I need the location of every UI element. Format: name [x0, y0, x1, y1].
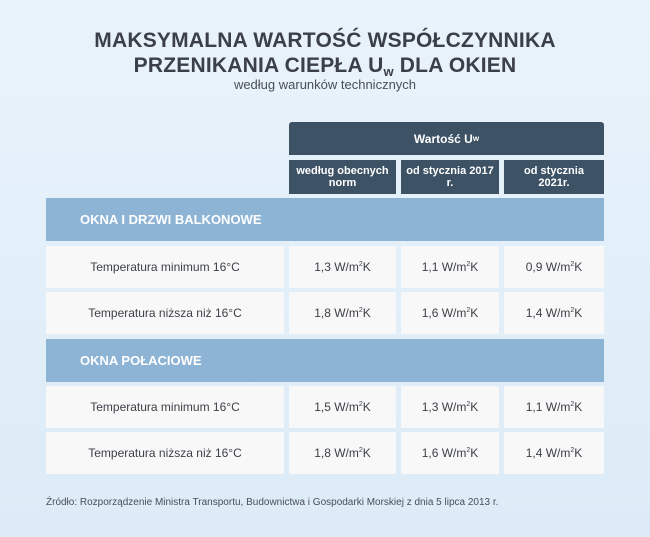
value-cell — [289, 432, 396, 474]
unit-superscript: 2 — [570, 307, 575, 314]
unit-superscript: 2 — [570, 261, 575, 268]
value: 1,1 — [421, 260, 439, 274]
unit-prefix: W/m — [334, 306, 359, 320]
unit-prefix: W/m — [334, 400, 359, 414]
value-cell — [504, 292, 604, 334]
unit-suffix: K — [574, 400, 583, 414]
unit-suffix: K — [362, 306, 371, 320]
value-cell — [504, 386, 604, 428]
unit-suffix: K — [574, 306, 583, 320]
value-cell — [504, 246, 604, 288]
value: 1,3 — [314, 260, 331, 274]
value: 1,3 — [421, 400, 439, 414]
unit-prefix: W/m — [441, 400, 467, 414]
value-cell — [401, 386, 499, 428]
unit-prefix: W/m — [545, 400, 571, 414]
value: 1,1 — [525, 400, 543, 414]
unit-suffix: K — [470, 446, 479, 460]
page-title — [0, 28, 650, 84]
unit — [546, 260, 583, 274]
header-col-2017: od stycznia 2017 r. — [401, 160, 499, 194]
unit-superscript: 2 — [358, 401, 363, 408]
value-cell — [289, 292, 396, 334]
title-subscript: w — [383, 64, 394, 79]
unit-prefix: W/m — [545, 260, 571, 274]
value-cell — [289, 246, 396, 288]
unit — [546, 306, 583, 320]
unit-prefix: W/m — [441, 306, 467, 320]
unit-prefix: W/m — [441, 260, 467, 274]
unit-suffix: K — [362, 260, 371, 274]
unit-superscript: 2 — [570, 401, 575, 408]
header-value-subscript: w — [472, 133, 480, 143]
value-cell — [401, 292, 499, 334]
value: 0,9 — [525, 260, 543, 274]
value: 1,6 — [421, 446, 439, 460]
unit — [442, 400, 479, 414]
page-subtitle: według warunków technicznych — [233, 77, 417, 92]
unit-prefix: W/m — [441, 446, 467, 460]
unit-superscript: 2 — [358, 307, 363, 314]
unit-prefix: W/m — [545, 306, 571, 320]
unit — [546, 400, 583, 414]
header-col-2021: od stycznia 2021r. — [504, 160, 604, 194]
unit-prefix: W/m — [334, 446, 359, 460]
header-value-prefix: Wartość U — [413, 131, 473, 146]
title-line-2-suffix: DLA OKIEN — [393, 54, 517, 77]
value: 1,4 — [525, 306, 543, 320]
value: 1,8 — [314, 306, 331, 320]
source-note: Źródło: Rozporządzenie Ministra Transportu, Budownictwa i Gospodarki Morskiej z dnia 5 lipca 2013 r. — [46, 497, 499, 508]
unit-superscript: 2 — [358, 261, 363, 268]
value: 1,5 — [314, 400, 331, 414]
value: 1,8 — [314, 446, 331, 460]
unit — [334, 400, 371, 414]
unit — [546, 446, 583, 460]
section-title: OKNA I DRZWI BALKONOWE — [46, 198, 604, 241]
value-cell — [504, 432, 604, 474]
section-title: OKNA POŁACIOWE — [46, 339, 604, 382]
unit-superscript: 2 — [466, 401, 471, 408]
value: 1,6 — [421, 306, 439, 320]
unit — [442, 260, 479, 274]
header-value-uw — [289, 122, 604, 155]
unit-suffix: K — [362, 446, 371, 460]
unit-superscript: 2 — [358, 447, 363, 454]
row-label: Temperatura niższa niż 16°C — [46, 292, 284, 334]
unit-suffix: K — [470, 260, 479, 274]
title-line-2-prefix: PRZENIKANIA CIEPŁA U — [133, 54, 384, 77]
unit-prefix: W/m — [334, 260, 359, 274]
unit-prefix: W/m — [545, 446, 571, 460]
header-col-current: według obecnych norm — [289, 160, 396, 194]
unit-superscript: 2 — [466, 447, 471, 454]
unit-superscript: 2 — [466, 307, 471, 314]
value-cell — [401, 432, 499, 474]
row-label: Temperatura minimum 16°C — [46, 246, 284, 288]
unit — [334, 306, 371, 320]
unit-suffix: K — [362, 400, 371, 414]
unit-superscript: 2 — [570, 447, 575, 454]
unit-suffix: K — [470, 306, 479, 320]
value: 1,4 — [525, 446, 543, 460]
value-cell — [401, 246, 499, 288]
row-label: Temperatura minimum 16°C — [46, 386, 284, 428]
unit-superscript: 2 — [466, 261, 471, 268]
unit-suffix: K — [574, 446, 583, 460]
unit — [442, 306, 479, 320]
unit — [442, 446, 479, 460]
unit-suffix: K — [574, 260, 583, 274]
title-line-1: MAKSYMALNA WARTOŚĆ WSPÓŁCZYNNIKA — [94, 29, 556, 52]
unit — [334, 446, 371, 460]
unit-suffix: K — [470, 400, 479, 414]
value-cell — [289, 386, 396, 428]
row-label: Temperatura niższa niż 16°C — [46, 432, 284, 474]
unit — [334, 260, 371, 274]
